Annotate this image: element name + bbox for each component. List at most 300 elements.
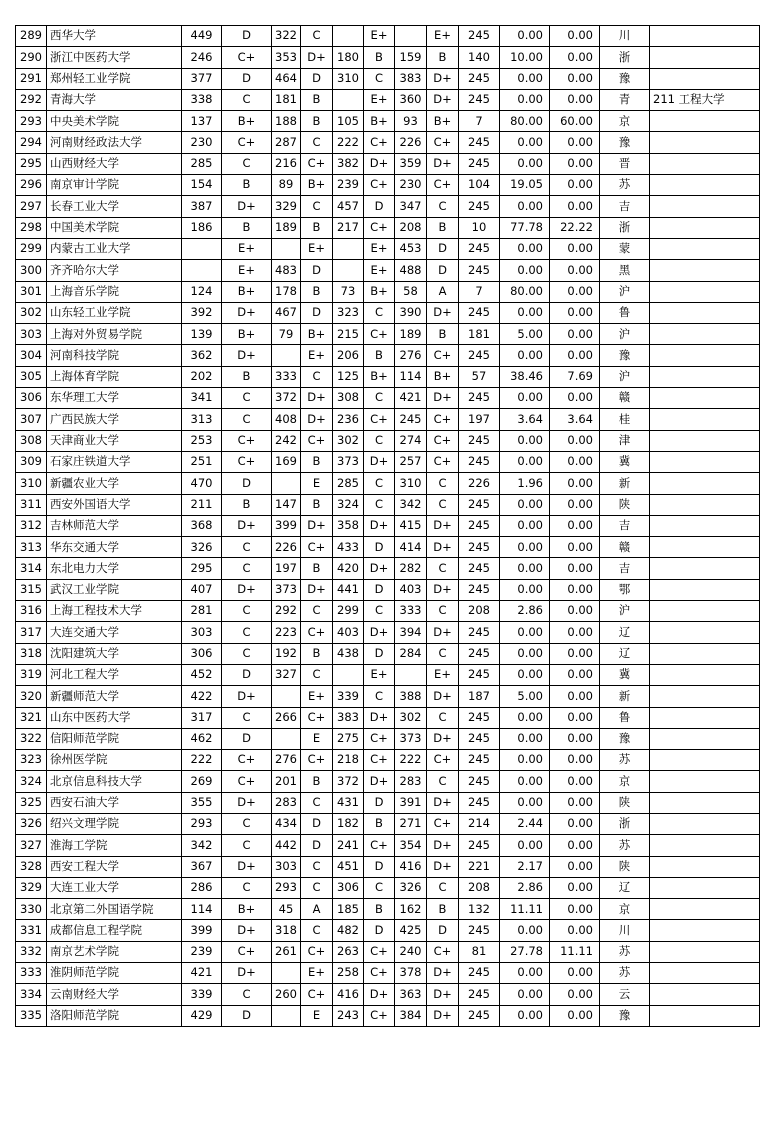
rank-cell: 329	[16, 877, 47, 898]
score-3-cell: 243	[333, 1005, 364, 1026]
count-cell: 245	[459, 132, 500, 153]
note-cell	[650, 451, 760, 472]
grade-1-cell: B	[222, 366, 272, 387]
note-cell	[650, 920, 760, 941]
grade-1-cell: C	[222, 984, 272, 1005]
province-cell: 川	[600, 26, 650, 47]
score-3-cell: 73	[333, 281, 364, 302]
count-cell: 245	[459, 920, 500, 941]
count-cell: 57	[459, 366, 500, 387]
grade-4-cell: D+	[427, 515, 459, 536]
percent-1-cell: 0.00	[500, 260, 550, 281]
grade-2-cell: E+	[301, 238, 333, 259]
rank-cell: 323	[16, 750, 47, 771]
university-name-cell: 石家庄铁道大学	[47, 451, 182, 472]
grade-2-cell: D+	[301, 515, 333, 536]
percent-1-cell: 0.00	[500, 984, 550, 1005]
count-cell: 245	[459, 153, 500, 174]
grade-4-cell: D	[427, 260, 459, 281]
score-3-cell: 239	[333, 175, 364, 196]
percent-1-cell: 3.64	[500, 409, 550, 430]
score-2-cell: 333	[272, 366, 301, 387]
grade-4-cell: E+	[427, 26, 459, 47]
score-4-cell	[395, 664, 427, 685]
grade-1-cell: D+	[222, 196, 272, 217]
province-cell: 沪	[600, 324, 650, 345]
percent-2-cell: 0.00	[550, 728, 600, 749]
university-name-cell: 长春工业大学	[47, 196, 182, 217]
grade-4-cell: D+	[427, 622, 459, 643]
percent-2-cell: 11.11	[550, 941, 600, 962]
grade-3-cell: C+	[364, 409, 395, 430]
province-cell: 浙	[600, 47, 650, 68]
table-row	[16, 26, 760, 47]
count-cell: 245	[459, 664, 500, 685]
count-cell: 245	[459, 622, 500, 643]
score-2-cell: 287	[272, 132, 301, 153]
score-3-cell: 180	[333, 47, 364, 68]
table-row	[16, 260, 760, 281]
count-cell: 10	[459, 217, 500, 238]
grade-1-cell: C	[222, 89, 272, 110]
count-cell: 245	[459, 963, 500, 984]
score-3-cell: 218	[333, 750, 364, 771]
count-cell: 81	[459, 941, 500, 962]
score-1-cell: 368	[182, 515, 222, 536]
percent-1-cell: 0.00	[500, 579, 550, 600]
score-4-cell: 226	[395, 132, 427, 153]
grade-4-cell: D+	[427, 686, 459, 707]
university-name-cell: 南京审计学院	[47, 175, 182, 196]
grade-2-cell: D	[301, 302, 333, 323]
score-4-cell: 354	[395, 835, 427, 856]
grade-2-cell: E	[301, 473, 333, 494]
rank-cell: 298	[16, 217, 47, 238]
university-name-cell: 北京第二外国语学院	[47, 899, 182, 920]
province-cell: 豫	[600, 68, 650, 89]
score-2-cell: 372	[272, 388, 301, 409]
table-row	[16, 707, 760, 728]
percent-1-cell: 0.00	[500, 537, 550, 558]
grade-2-cell: C	[301, 877, 333, 898]
rank-cell: 296	[16, 175, 47, 196]
score-2-cell	[272, 963, 301, 984]
score-3-cell: 382	[333, 153, 364, 174]
rank-cell: 322	[16, 728, 47, 749]
university-name-cell: 上海体育学院	[47, 366, 182, 387]
percent-2-cell: 0.00	[550, 281, 600, 302]
percent-1-cell: 80.00	[500, 281, 550, 302]
score-2-cell: 242	[272, 430, 301, 451]
percent-1-cell: 0.00	[500, 920, 550, 941]
score-3-cell: 482	[333, 920, 364, 941]
score-3-cell: 438	[333, 643, 364, 664]
grade-3-cell: D+	[364, 515, 395, 536]
grade-3-cell: B	[364, 47, 395, 68]
grade-3-cell: D	[364, 920, 395, 941]
grade-3-cell: D+	[364, 153, 395, 174]
note-cell	[650, 877, 760, 898]
rank-cell: 294	[16, 132, 47, 153]
score-3-cell: 416	[333, 984, 364, 1005]
grade-3-cell: C+	[364, 217, 395, 238]
score-4-cell: 271	[395, 813, 427, 834]
percent-2-cell: 0.00	[550, 430, 600, 451]
percent-1-cell: 0.00	[500, 430, 550, 451]
grade-2-cell: B	[301, 771, 333, 792]
grade-2-cell: C	[301, 366, 333, 387]
percent-2-cell: 0.00	[550, 963, 600, 984]
province-cell: 津	[600, 430, 650, 451]
percent-1-cell: 0.00	[500, 664, 550, 685]
score-4-cell: 403	[395, 579, 427, 600]
note-cell	[650, 494, 760, 515]
score-3-cell: 308	[333, 388, 364, 409]
grade-2-cell: D	[301, 813, 333, 834]
grade-1-cell: C	[222, 558, 272, 579]
percent-2-cell: 0.00	[550, 260, 600, 281]
score-2-cell: 260	[272, 984, 301, 1005]
province-cell: 苏	[600, 941, 650, 962]
score-3-cell: 457	[333, 196, 364, 217]
table-row	[16, 175, 760, 196]
table-row	[16, 728, 760, 749]
province-cell: 新	[600, 686, 650, 707]
score-2-cell	[272, 473, 301, 494]
score-4-cell: 342	[395, 494, 427, 515]
grade-4-cell: C	[427, 601, 459, 622]
province-cell: 鲁	[600, 302, 650, 323]
table-row	[16, 686, 760, 707]
note-cell	[650, 196, 760, 217]
percent-1-cell: 0.00	[500, 771, 550, 792]
grade-4-cell: D+	[427, 728, 459, 749]
score-1-cell: 421	[182, 963, 222, 984]
score-2-cell	[272, 686, 301, 707]
score-4-cell: 162	[395, 899, 427, 920]
count-cell: 7	[459, 111, 500, 132]
rank-cell: 312	[16, 515, 47, 536]
score-4-cell: 425	[395, 920, 427, 941]
note-cell	[650, 409, 760, 430]
rank-cell: 308	[16, 430, 47, 451]
rank-cell: 315	[16, 579, 47, 600]
table-row	[16, 324, 760, 345]
score-2-cell: 318	[272, 920, 301, 941]
score-2-cell: 483	[272, 260, 301, 281]
score-1-cell: 230	[182, 132, 222, 153]
score-3-cell: 383	[333, 707, 364, 728]
score-1-cell: 362	[182, 345, 222, 366]
grade-2-cell: C	[301, 664, 333, 685]
score-3-cell: 285	[333, 473, 364, 494]
rank-cell: 293	[16, 111, 47, 132]
grade-1-cell: E+	[222, 238, 272, 259]
province-cell: 陕	[600, 494, 650, 515]
percent-1-cell: 0.00	[500, 622, 550, 643]
percent-1-cell: 19.05	[500, 175, 550, 196]
count-cell: 245	[459, 260, 500, 281]
province-cell: 辽	[600, 622, 650, 643]
note-cell	[650, 175, 760, 196]
percent-2-cell: 0.00	[550, 388, 600, 409]
score-2-cell: 188	[272, 111, 301, 132]
percent-1-cell: 0.00	[500, 196, 550, 217]
percent-2-cell: 0.00	[550, 68, 600, 89]
score-4-cell: 347	[395, 196, 427, 217]
count-cell: 221	[459, 856, 500, 877]
score-4-cell: 302	[395, 707, 427, 728]
table-row	[16, 111, 760, 132]
table-row	[16, 388, 760, 409]
grade-3-cell: D	[364, 579, 395, 600]
rank-cell: 300	[16, 260, 47, 281]
university-name-cell: 绍兴文理学院	[47, 813, 182, 834]
score-2-cell: 223	[272, 622, 301, 643]
rank-cell: 301	[16, 281, 47, 302]
rank-cell: 302	[16, 302, 47, 323]
count-cell: 208	[459, 877, 500, 898]
count-cell: 245	[459, 451, 500, 472]
table-row	[16, 153, 760, 174]
score-4-cell: 282	[395, 558, 427, 579]
score-2-cell: 353	[272, 47, 301, 68]
province-cell: 赣	[600, 537, 650, 558]
score-1-cell: 222	[182, 750, 222, 771]
grade-2-cell: C	[301, 856, 333, 877]
grade-2-cell: E+	[301, 963, 333, 984]
score-4-cell: 378	[395, 963, 427, 984]
province-cell: 晋	[600, 153, 650, 174]
rank-cell: 333	[16, 963, 47, 984]
grade-3-cell: D	[364, 643, 395, 664]
rank-cell: 316	[16, 601, 47, 622]
count-cell: 245	[459, 494, 500, 515]
score-1-cell: 399	[182, 920, 222, 941]
score-2-cell: 303	[272, 856, 301, 877]
percent-1-cell: 0.00	[500, 68, 550, 89]
percent-1-cell: 0.00	[500, 558, 550, 579]
percent-1-cell: 2.86	[500, 877, 550, 898]
count-cell: 132	[459, 899, 500, 920]
score-4-cell: 384	[395, 1005, 427, 1026]
score-1-cell: 251	[182, 451, 222, 472]
rank-cell: 318	[16, 643, 47, 664]
university-name-cell: 河北工程大学	[47, 664, 182, 685]
percent-1-cell: 0.00	[500, 835, 550, 856]
province-cell: 陕	[600, 856, 650, 877]
grade-4-cell: D+	[427, 835, 459, 856]
grade-1-cell: B+	[222, 111, 272, 132]
grade-2-cell: C+	[301, 941, 333, 962]
province-cell: 沪	[600, 601, 650, 622]
grade-4-cell: E+	[427, 664, 459, 685]
table-row	[16, 558, 760, 579]
percent-2-cell: 0.00	[550, 175, 600, 196]
score-2-cell: 189	[272, 217, 301, 238]
grade-4-cell: D+	[427, 1005, 459, 1026]
rank-cell: 314	[16, 558, 47, 579]
table-row	[16, 366, 760, 387]
grade-2-cell: C+	[301, 537, 333, 558]
note-cell	[650, 899, 760, 920]
rank-cell: 306	[16, 388, 47, 409]
grade-1-cell: D+	[222, 345, 272, 366]
score-2-cell: 169	[272, 451, 301, 472]
score-2-cell: 283	[272, 792, 301, 813]
score-2-cell: 89	[272, 175, 301, 196]
grade-2-cell: A	[301, 899, 333, 920]
score-1-cell: 239	[182, 941, 222, 962]
score-3-cell: 451	[333, 856, 364, 877]
score-3-cell: 105	[333, 111, 364, 132]
rank-cell: 335	[16, 1005, 47, 1026]
note-cell	[650, 324, 760, 345]
table-row	[16, 196, 760, 217]
percent-1-cell: 0.00	[500, 707, 550, 728]
score-1-cell: 202	[182, 366, 222, 387]
score-4-cell: 114	[395, 366, 427, 387]
grade-3-cell: C+	[364, 835, 395, 856]
percent-1-cell: 0.00	[500, 750, 550, 771]
score-3-cell: 222	[333, 132, 364, 153]
grade-3-cell: E+	[364, 238, 395, 259]
table-row	[16, 47, 760, 68]
score-1-cell: 306	[182, 643, 222, 664]
percent-1-cell: 0.00	[500, 792, 550, 813]
score-1-cell: 286	[182, 877, 222, 898]
score-4-cell: 363	[395, 984, 427, 1005]
score-3-cell: 263	[333, 941, 364, 962]
percent-2-cell: 0.00	[550, 47, 600, 68]
score-1-cell: 154	[182, 175, 222, 196]
table-row	[16, 813, 760, 834]
grade-2-cell: C+	[301, 430, 333, 451]
grade-4-cell: D+	[427, 89, 459, 110]
grade-3-cell: C+	[364, 941, 395, 962]
score-1-cell: 387	[182, 196, 222, 217]
table-row	[16, 345, 760, 366]
grade-1-cell: C+	[222, 941, 272, 962]
university-name-cell: 东华理工大学	[47, 388, 182, 409]
grade-1-cell: D+	[222, 579, 272, 600]
grade-4-cell: B	[427, 47, 459, 68]
percent-1-cell: 11.11	[500, 899, 550, 920]
score-3-cell: 236	[333, 409, 364, 430]
table-row	[16, 877, 760, 898]
grade-3-cell: C	[364, 302, 395, 323]
percent-1-cell: 0.00	[500, 26, 550, 47]
rank-cell: 320	[16, 686, 47, 707]
percent-1-cell: 0.00	[500, 515, 550, 536]
grade-3-cell: E+	[364, 89, 395, 110]
score-4-cell: 360	[395, 89, 427, 110]
score-1-cell: 269	[182, 771, 222, 792]
score-3-cell: 324	[333, 494, 364, 515]
grade-4-cell: D+	[427, 963, 459, 984]
count-cell: 187	[459, 686, 500, 707]
province-cell: 浙	[600, 217, 650, 238]
grade-4-cell: C+	[427, 451, 459, 472]
grade-2-cell: B	[301, 89, 333, 110]
percent-1-cell: 0.00	[500, 643, 550, 664]
grade-2-cell: D+	[301, 388, 333, 409]
grade-1-cell: C	[222, 388, 272, 409]
score-1-cell: 313	[182, 409, 222, 430]
percent-2-cell: 0.00	[550, 835, 600, 856]
count-cell: 245	[459, 707, 500, 728]
grade-4-cell: B+	[427, 111, 459, 132]
university-name-cell: 南京艺术学院	[47, 941, 182, 962]
percent-2-cell: 0.00	[550, 1005, 600, 1026]
grade-2-cell: E+	[301, 686, 333, 707]
percent-1-cell: 2.17	[500, 856, 550, 877]
score-3-cell: 373	[333, 451, 364, 472]
grade-4-cell: C	[427, 771, 459, 792]
grade-4-cell: C	[427, 643, 459, 664]
note-cell	[650, 686, 760, 707]
score-2-cell: 192	[272, 643, 301, 664]
count-cell: 245	[459, 238, 500, 259]
count-cell: 245	[459, 579, 500, 600]
score-2-cell: 226	[272, 537, 301, 558]
score-3-cell: 185	[333, 899, 364, 920]
grade-1-cell: D	[222, 728, 272, 749]
grade-4-cell: C	[427, 494, 459, 515]
score-1-cell: 326	[182, 537, 222, 558]
score-1-cell: 339	[182, 984, 222, 1005]
province-cell: 辽	[600, 877, 650, 898]
score-4-cell: 326	[395, 877, 427, 898]
university-name-cell: 郑州轻工业学院	[47, 68, 182, 89]
rank-cell: 321	[16, 707, 47, 728]
score-3-cell	[333, 260, 364, 281]
note-cell	[650, 537, 760, 558]
grade-1-cell: C+	[222, 430, 272, 451]
percent-1-cell: 5.00	[500, 686, 550, 707]
grade-1-cell: D+	[222, 856, 272, 877]
university-name-cell: 中国美术学院	[47, 217, 182, 238]
score-4-cell: 276	[395, 345, 427, 366]
score-4-cell: 488	[395, 260, 427, 281]
grade-1-cell: B	[222, 494, 272, 515]
score-2-cell: 181	[272, 89, 301, 110]
grade-4-cell: C+	[427, 813, 459, 834]
percent-2-cell: 0.00	[550, 473, 600, 494]
grade-4-cell: D+	[427, 388, 459, 409]
score-3-cell: 241	[333, 835, 364, 856]
score-4-cell: 274	[395, 430, 427, 451]
note-cell	[650, 750, 760, 771]
note-cell	[650, 601, 760, 622]
university-name-cell: 齐齐哈尔大学	[47, 260, 182, 281]
percent-2-cell: 0.00	[550, 856, 600, 877]
university-name-cell: 成都信息工程学院	[47, 920, 182, 941]
grade-2-cell: C	[301, 132, 333, 153]
university-name-cell: 西安外国语大学	[47, 494, 182, 515]
university-name-cell: 上海对外贸易学院	[47, 324, 182, 345]
score-1-cell: 407	[182, 579, 222, 600]
score-2-cell: 408	[272, 409, 301, 430]
percent-2-cell: 0.00	[550, 707, 600, 728]
score-1-cell: 449	[182, 26, 222, 47]
score-3-cell: 323	[333, 302, 364, 323]
grade-1-cell: C	[222, 707, 272, 728]
table-row	[16, 899, 760, 920]
grade-3-cell: B	[364, 345, 395, 366]
percent-1-cell: 0.00	[500, 728, 550, 749]
grade-1-cell: C	[222, 622, 272, 643]
